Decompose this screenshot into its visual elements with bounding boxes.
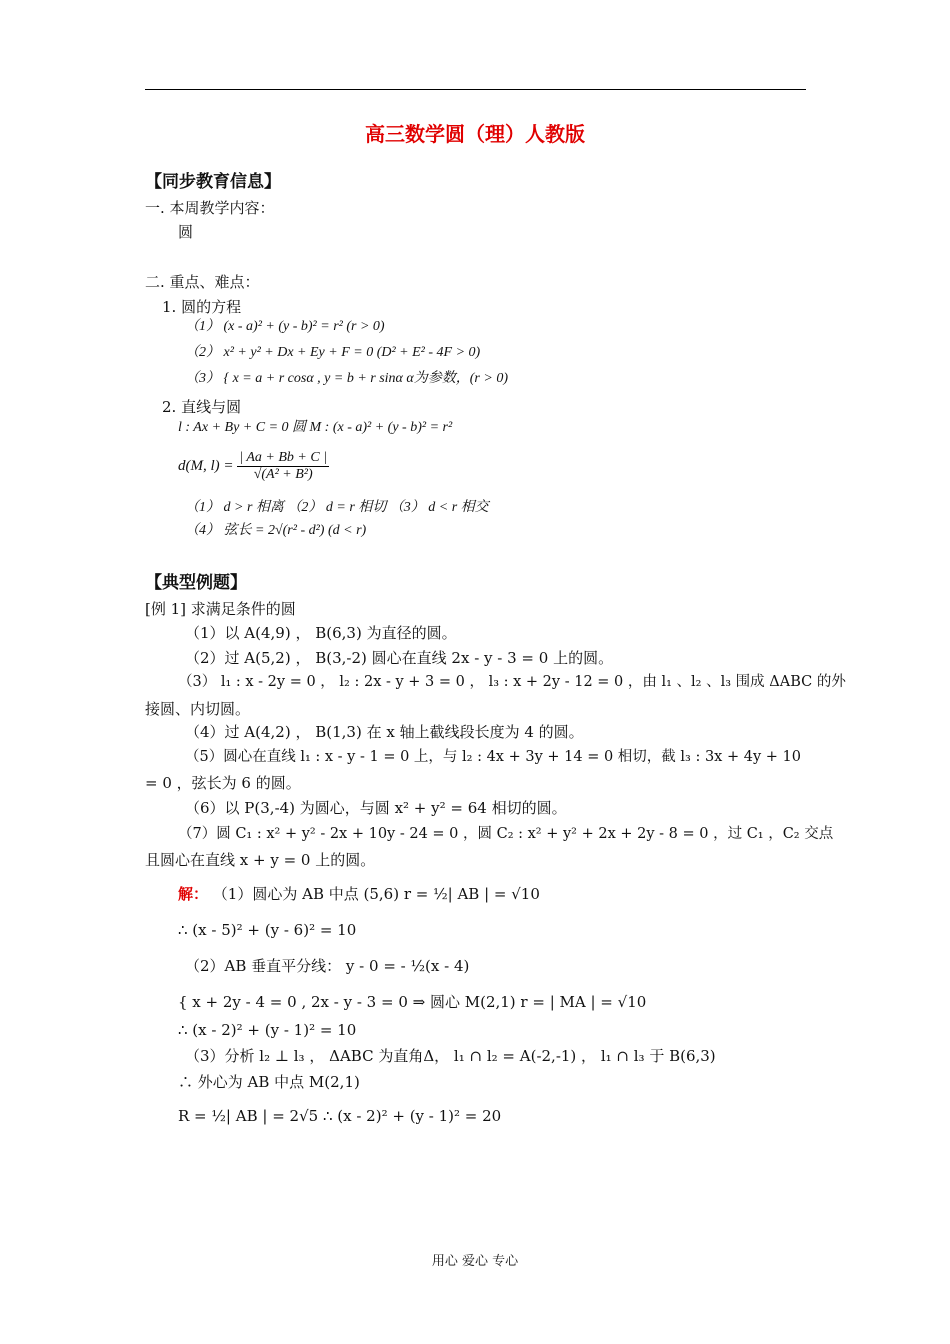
solution-3-analysis: （3）分析 l₂ ⊥ l₃ ， ΔABC 为直角Δ， l₁ ∩ l₂ = A(-2,-1) ， l₁ ∩ l₃ 于 B(6,3) — [185, 1047, 716, 1065]
example-1-part-6: （6）以 P(3,-4) 为圆心，与圆 x² + y² = 64 相切的圆。 — [185, 799, 567, 817]
point-1-heading: 1. 圆的方程 — [162, 298, 242, 316]
example-1-part-7-line-2: 且圆心在直线 x + y = 0 上的圆。 — [145, 851, 376, 869]
circle-standard-equation: （1） (x - a)² + (y - b)² = r² (r > 0) — [185, 319, 385, 334]
solution-2-system: { x + 2y - 4 = 0 , 2x - y - 3 = 0 ⇒ 圆心 M(2,1) r = | MA | = √10 — [178, 993, 647, 1011]
section-1-heading: 一. 本周教学内容： — [145, 199, 275, 217]
solution-3-result: R = ½| AB | = 2√5 ∴ (x - 2)² + (y - 1)² = 20 — [178, 1107, 502, 1125]
distance-denominator: √(A² + B²) — [253, 467, 313, 483]
distance-numerator: | Aa + Bb + C | — [239, 450, 328, 466]
line-circle-relations: （1） d > r 相离 （2） d = r 相切 （3） d < r 相交 — [185, 500, 489, 515]
solution-1 — [178, 884, 540, 904]
example-1-part-7-line-1: （7）圆 C₁ : x² + y² - 2x + 10y - 24 = 0 ，圆 C₂ : x² + y² + 2x + 2y - 8 = 0 ，过 C₁ ，C₂ 交点 — [178, 826, 834, 842]
solution-1-result: ∴ (x - 5)² + (y - 6)² = 10 — [178, 921, 357, 939]
section-heading-examples: 【典型例题】 — [145, 573, 247, 593]
example-1-part-5-line-2: = 0 ，弦长为 6 的圆。 — [145, 774, 301, 792]
circle-parametric-equation: （3） { x = a + r cosα , y = b + r sinα α为参数，(r > 0) — [185, 371, 508, 386]
example-1-part-5-line-1: （5）圆心在直线 l₁ : x - y - 1 = 0 上，与 l₂ : 4x + 3y + 14 = 0 相切，截 l₃ : 3x + 4y + 10 — [185, 749, 801, 765]
page-title: 高三数学圆（理）人教版 — [365, 122, 585, 146]
line-and-circle-equations: l : Ax + By + C = 0 圆 M : (x - a)² + (y - b)² = r² — [178, 420, 453, 435]
example-1-part-1: （1）以 A(4,9) ， B(6,3) 为直径的圆。 — [185, 624, 457, 642]
distance-fraction — [237, 450, 329, 483]
distance-formula-lhs: d(M, l) = — [178, 458, 234, 474]
example-1-part-2: （2）过 A(5,2) ， B(3,-2) 圆心在直线 2x - y - 3 = 0 上的圆。 — [185, 649, 614, 667]
distance-formula — [178, 446, 329, 486]
section-heading-sync-info: 【同步教育信息】 — [145, 172, 281, 192]
solution-2-bisector: （2）AB 垂直平分线： y - 0 = - ½(x - 4) — [185, 957, 470, 975]
example-1-part-3-line-2: 接圆、内切圆。 — [145, 700, 251, 718]
chord-length-formula: （4） 弦长 = 2√(r² - d²) (d < r) — [185, 523, 367, 538]
section-2-heading: 二. 重点、难点： — [145, 273, 260, 291]
solution-label: 解： — [178, 885, 209, 903]
solution-2-result: ∴ (x - 2)² + (y - 1)² = 10 — [178, 1021, 357, 1039]
point-2-heading: 2. 直线与圆 — [162, 398, 242, 416]
header-rule — [145, 89, 806, 90]
example-1-heading: [例 1] 求满足条件的圆 — [145, 600, 296, 618]
solution-1-text: （1）圆心为 AB 中点 (5,6) r = ½| AB | = √10 — [212, 885, 540, 903]
solution-3-circumcenter: ∴ 外心为 AB 中点 M(2,1) — [178, 1073, 360, 1091]
section-1-body: 圆 — [178, 223, 194, 241]
circle-general-equation: （2） x² + y² + Dx + Ey + F = 0 (D² + E² - 4F > 0) — [185, 345, 481, 360]
page-footer: 用心 爱心 专心 — [431, 1254, 519, 1269]
example-1-part-3-line-1: （3） l₁ : x - 2y = 0 ， l₂ : 2x - y + 3 = 0 ， l₃ : x + 2y - 12 = 0 ，由 l₁ 、l₂ 、l₃ 围成 ΔABC 的外 — [178, 674, 846, 690]
example-1-part-4: （4）过 A(4,2) ， B(1,3) 在 x 轴上截线段长度为 4 的圆。 — [185, 723, 584, 741]
